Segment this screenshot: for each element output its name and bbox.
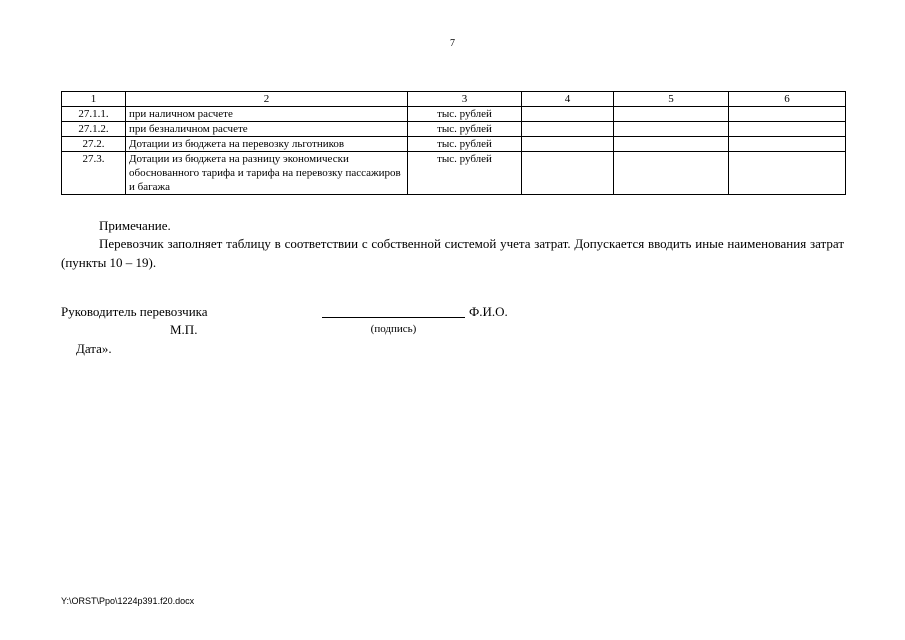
row-unit: тыс. рублей [408, 122, 522, 137]
cost-table [61, 91, 846, 195]
row-value-4 [522, 107, 614, 122]
date-label: Дата». [76, 341, 112, 356]
row-name: при наличном расчете [126, 107, 408, 122]
row-value-6 [729, 107, 846, 122]
page-number: 7 [450, 38, 455, 49]
row-number: 27.1.2. [62, 122, 126, 137]
row-name: Дотации из бюджета на разницу экономически обоснованного тарифа и тарифа на перевозку пассажиров и багажа [126, 152, 408, 195]
row-number: 27.3. [62, 152, 126, 195]
table-header-cell: 5 [614, 92, 729, 107]
stamp-label: М.П. [170, 322, 198, 337]
row-value-5 [614, 122, 729, 137]
table-header-cell: 6 [729, 92, 846, 107]
table-row [62, 152, 846, 195]
row-unit: тыс. рублей [408, 137, 522, 152]
note-text: Перевозчик заполняет таблицу в соответствии с собственной системой учета затрат. Допускается вводить иные наименования затрат (пункты 10 – 19). [61, 236, 844, 270]
row-number: 27.1.1. [62, 107, 126, 122]
row-name: Дотации из бюджета на перевозку льготников [126, 137, 408, 152]
row-value-4 [522, 122, 614, 137]
note-title: Примечание. [99, 218, 171, 233]
table-header-cell: 4 [522, 92, 614, 107]
table-header-row [62, 92, 846, 107]
file-path: Y:\ORST\Ppo\1224p391.f20.docx [61, 596, 195, 606]
row-value-5 [614, 137, 729, 152]
row-value-4 [522, 137, 614, 152]
row-value-6 [729, 122, 846, 137]
table-row [62, 107, 846, 122]
table-header-cell: 3 [408, 92, 522, 107]
table-row [62, 122, 846, 137]
row-value-5 [614, 152, 729, 195]
row-unit: тыс. рублей [408, 107, 522, 122]
row-value-5 [614, 107, 729, 122]
row-value-6 [729, 137, 846, 152]
signature-caption: (подпись) [370, 323, 417, 335]
head-label: Руководитель перевозчика [61, 304, 208, 319]
row-unit: тыс. рублей [408, 152, 522, 195]
row-value-4 [522, 152, 614, 195]
row-name: при безналичном расчете [126, 122, 408, 137]
signature-line [322, 317, 465, 318]
table-header-cell: 1 [62, 92, 126, 107]
fio-label: Ф.И.О. [469, 304, 508, 319]
row-number: 27.2. [62, 137, 126, 152]
table-row [62, 137, 846, 152]
row-value-6 [729, 152, 846, 195]
table-header-cell: 2 [126, 92, 408, 107]
